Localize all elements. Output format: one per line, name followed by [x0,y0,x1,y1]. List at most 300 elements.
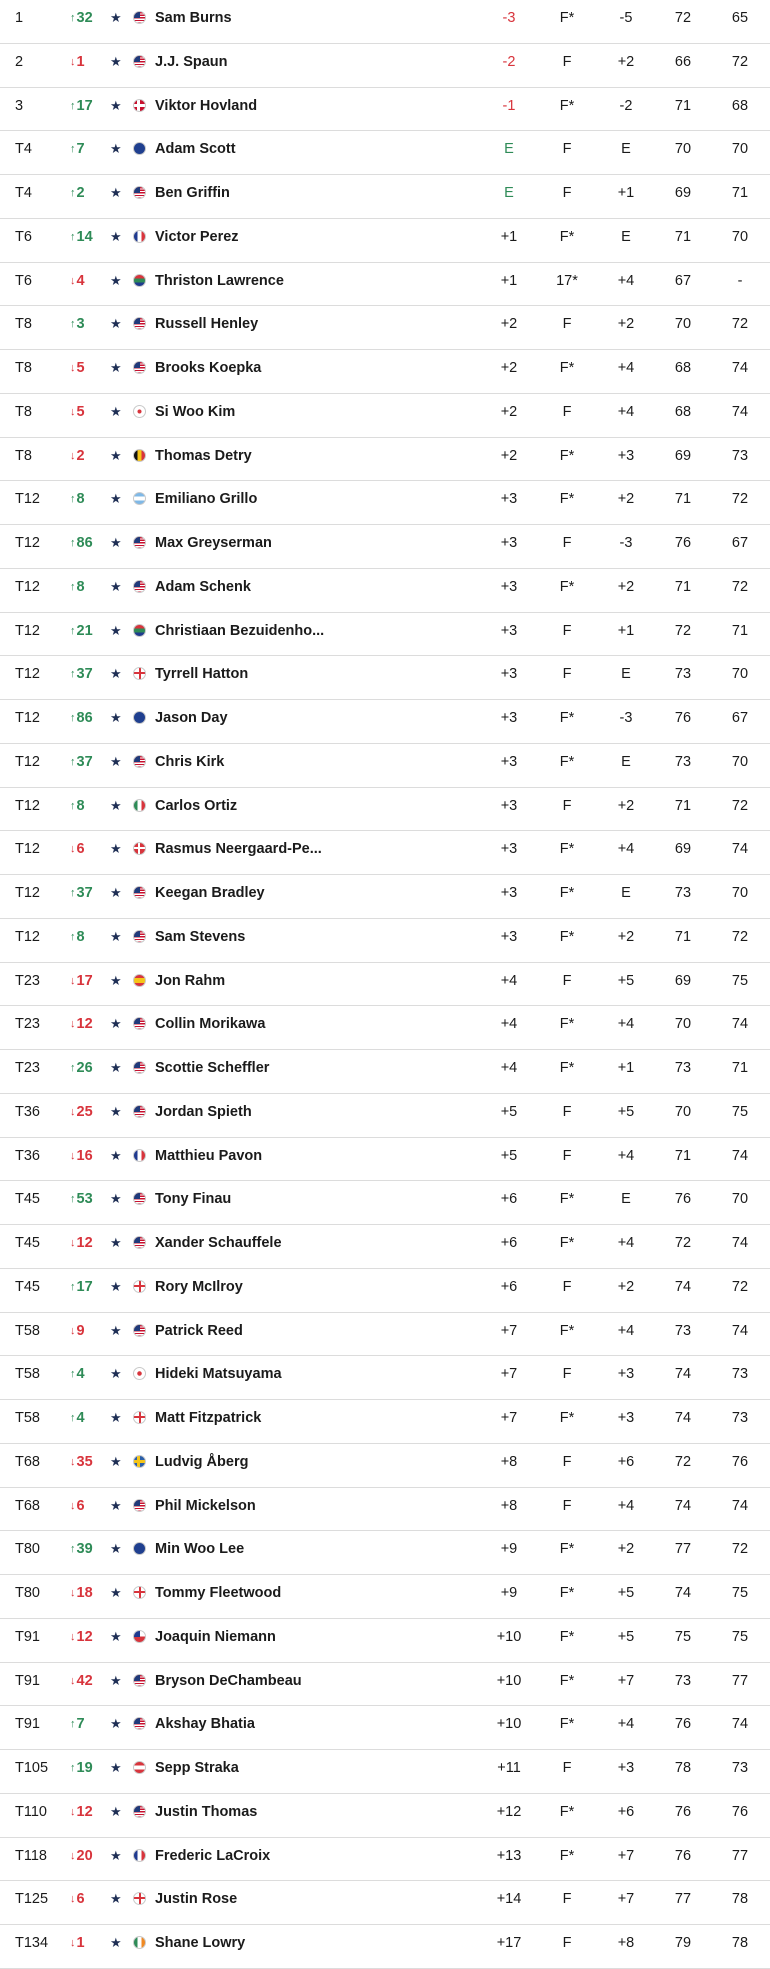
position: T23 [15,1016,40,1033]
position-movement [70,350,106,392]
leaderboard-row[interactable] [0,88,770,132]
leaderboard-row[interactable] [0,1444,770,1488]
score-to-par: +4 [500,972,518,989]
round-2-score: 74 [731,1322,749,1339]
position-movement [70,1794,106,1836]
player-name[interactable]: Collin Morikawa [155,1016,266,1033]
player-name[interactable]: Thriston Lawrence [155,272,284,289]
position-movement [70,481,106,523]
player-name[interactable]: Emiliano Grillo [155,491,258,508]
favorite-star-icon[interactable]: ★ [110,10,122,25]
round-2-score: 72 [731,1278,749,1295]
thru: F [562,622,572,639]
position-movement [70,1356,106,1398]
leaderboard-row[interactable] [0,1400,770,1444]
movement-value: 12 [76,1803,93,1820]
thru: F [562,666,572,683]
today-score: +1 [617,1060,635,1076]
thru: F* [559,841,575,858]
leaderboard-row[interactable] [0,831,770,875]
thru: F* [559,885,575,901]
swe-flag-icon [133,1455,146,1468]
round-1-score: 74 [674,1497,692,1514]
player-name[interactable]: Hideki Matsuyama [155,1366,282,1383]
player-name[interactable]: Si Woo Kim [155,403,236,420]
usa-flag-icon [133,1192,146,1205]
movement-value: 32 [76,10,93,26]
favorite-star-icon[interactable]: ★ [110,403,122,419]
round-1-score: 69 [674,972,692,989]
favorite-star-icon[interactable]: ★ [110,1060,122,1075]
thru: F [562,1760,572,1776]
score-to-par: +10 [496,1628,522,1645]
leaderboard-row[interactable] [0,1794,770,1838]
movement-value: 53 [76,1191,93,1208]
leaderboard-row[interactable] [0,613,770,657]
movement-value: 9 [76,1322,85,1339]
leaderboard-row[interactable] [0,394,770,438]
score-to-par: +7 [500,1322,518,1339]
usa-flag-icon [133,186,146,199]
favorite-star-icon[interactable]: ★ [110,1453,122,1469]
leaderboard-row[interactable] [0,438,770,482]
usa-flag-icon [133,1061,146,1074]
score-to-par: +6 [500,1235,518,1251]
position-movement [70,306,106,348]
thru: F* [559,1235,575,1251]
player-name[interactable]: Adam Schenk [155,578,251,595]
player-name[interactable]: Bryson DeChambeau [155,1672,302,1689]
today-score: E [621,141,631,158]
player-name[interactable]: Max Greyserman [155,535,272,551]
position: 3 [15,97,24,114]
leaderboard-row[interactable] [0,306,770,350]
thru: F* [559,1672,575,1689]
favorite-star-icon[interactable]: ★ [110,1410,122,1425]
leaderboard-row[interactable] [0,1006,770,1050]
position-movement [70,919,106,961]
arrow-up-icon: ↑ [70,580,76,593]
leaderboard-row[interactable] [0,1619,770,1663]
movement-value: 1 [76,1935,85,1951]
leaderboard-row[interactable] [0,1575,770,1619]
player-name[interactable]: Sam Burns [155,10,232,26]
favorite-star-icon[interactable]: ★ [110,1541,122,1557]
round-1-score: 72 [674,1453,692,1470]
round-1-score: 74 [674,1410,692,1426]
favorite-star-icon[interactable]: ★ [110,797,122,813]
leaderboard-row[interactable] [0,1269,770,1313]
movement-value: 8 [76,928,85,945]
arrow-down-icon: ↓ [70,1149,76,1162]
thru: F [562,1103,572,1120]
favorite-star-icon[interactable]: ★ [110,535,122,550]
favorite-star-icon[interactable]: ★ [110,1891,122,1907]
player-name[interactable]: Brooks Koepka [155,360,262,376]
score-to-par: +3 [500,928,518,945]
player-name[interactable]: Tyrrell Hatton [155,666,249,683]
leaderboard-row[interactable] [0,219,770,263]
score-to-par: +7 [500,1366,518,1383]
round-2-score: 72 [731,53,749,70]
today-score: -3 [619,710,633,726]
leaderboard-row[interactable] [0,1488,770,1532]
today-score: +4 [617,272,635,289]
round-1-score: 77 [674,1541,692,1558]
thru: F* [559,1016,575,1033]
round-2-score: 78 [731,1935,749,1951]
player-name[interactable]: Justin Thomas [155,1803,258,1820]
position-movement [70,1400,106,1442]
player-name[interactable]: J.J. Spaun [155,53,228,70]
leaderboard-row[interactable] [0,481,770,525]
position-movement [70,219,106,261]
today-score: +1 [617,622,635,639]
round-2-score: 78 [731,1891,749,1908]
thru: F* [559,491,575,508]
leaderboard-row[interactable] [0,131,770,175]
score-to-par: +3 [500,535,518,551]
today-score: +8 [617,1935,635,1951]
player-name[interactable]: Viktor Hovland [155,97,258,114]
player-name[interactable]: Sepp Straka [155,1760,239,1776]
favorite-star-icon[interactable]: ★ [110,578,122,594]
thru: F* [559,228,575,245]
round-2-score: 73 [731,1760,749,1776]
position: T8 [15,403,32,420]
position: T8 [15,447,32,464]
thru: F* [559,928,575,945]
position-movement [70,1575,106,1617]
player-name[interactable]: Akshay Bhatia [155,1716,255,1733]
arrow-up-icon: ↑ [70,668,76,681]
player-name[interactable]: Keegan Bradley [155,885,265,901]
movement-value: 2 [76,185,85,201]
arrow-up-icon: ↑ [70,1412,76,1424]
movement-value: 1 [76,53,85,70]
favorite-star-icon[interactable]: ★ [110,1585,122,1600]
favorite-star-icon[interactable]: ★ [110,1366,122,1382]
leaderboard-row[interactable] [0,175,770,219]
player-name[interactable]: Matthieu Pavon [155,1147,263,1164]
arrow-down-icon: ↓ [70,1937,76,1949]
round-1-score: 74 [674,1366,692,1383]
favorite-star-icon[interactable]: ★ [110,753,122,769]
score-to-par: +11 [497,1760,521,1776]
fra-flag-icon [133,230,146,243]
round-1-score: 72 [674,10,692,26]
player-name[interactable]: Tony Finau [155,1191,232,1208]
score-to-par: +10 [496,1672,522,1689]
thru: F [562,535,572,551]
leaderboard-row[interactable] [0,963,770,1007]
leaderboard-row[interactable] [0,0,770,44]
score-to-par: +3 [500,491,518,508]
favorite-star-icon[interactable]: ★ [110,316,122,332]
favorite-star-icon[interactable]: ★ [110,841,122,857]
round-2-score: 75 [731,972,749,989]
round-1-score: 71 [674,1147,692,1164]
movement-value: 18 [76,1585,93,1601]
today-score: E [621,1191,631,1208]
movement-value: 37 [76,753,93,770]
leaderboard-row[interactable] [0,744,770,788]
thru: F [562,1891,572,1908]
today-score: +2 [617,578,635,595]
round-2-score: 73 [731,1366,749,1383]
usa-flag-icon [133,886,146,899]
score-to-par: +4 [500,1060,518,1076]
favorite-star-icon[interactable]: ★ [110,1147,122,1163]
leaderboard-row[interactable] [0,1356,770,1400]
player-name[interactable]: Rory McIlroy [155,1278,243,1295]
leaderboard-row[interactable] [0,350,770,394]
arrow-down-icon: ↓ [70,1105,76,1118]
score-to-par: +3 [500,797,518,814]
favorite-star-icon[interactable]: ★ [110,185,122,200]
leaderboard-row[interactable] [0,1663,770,1707]
arrow-down-icon: ↓ [70,1237,76,1249]
favorite-star-icon[interactable]: ★ [110,1628,122,1644]
movement-value: 5 [76,403,85,420]
score-to-par: +5 [500,1147,518,1164]
player-name[interactable]: Tommy Fleetwood [155,1585,282,1601]
favorite-star-icon[interactable]: ★ [110,1191,122,1207]
arrow-up-icon: ↑ [70,887,76,899]
arrow-up-icon: ↑ [70,493,76,506]
favorite-star-icon[interactable]: ★ [110,1103,122,1119]
position: T58 [15,1322,40,1339]
eng-flag-icon [133,1586,146,1599]
favorite-star-icon[interactable]: ★ [110,666,122,682]
leaderboard-row[interactable] [0,875,770,919]
position-movement [70,1181,106,1223]
arrow-up-icon: ↑ [70,799,76,812]
movement-value: 17 [76,972,93,989]
player-name[interactable]: Justin Rose [155,1891,238,1908]
player-name[interactable]: Phil Mickelson [155,1497,256,1514]
favorite-star-icon[interactable]: ★ [110,53,122,69]
nir-flag-icon [133,1280,146,1293]
round-2-score: 74 [731,1016,749,1033]
favorite-star-icon[interactable]: ★ [110,1803,122,1819]
leaderboard-row[interactable] [0,1225,770,1269]
today-score: +5 [617,1585,635,1601]
nor-flag-icon [133,99,146,112]
movement-value: 8 [76,797,85,814]
round-1-score: 71 [674,228,692,245]
movement-value: 12 [76,1235,93,1251]
round-2-score: 72 [731,578,749,595]
thru: F* [559,710,575,726]
favorite-star-icon[interactable]: ★ [110,141,122,157]
score-to-par: +1 [500,228,518,245]
player-name[interactable]: Shane Lowry [155,1935,246,1951]
player-name[interactable]: Frederic LaCroix [155,1847,271,1864]
leaderboard-row[interactable] [0,1925,770,1969]
movement-value: 12 [76,1016,93,1033]
round-1-score: 76 [674,1191,692,1208]
leaderboard-row[interactable] [0,1050,770,1094]
position-movement [70,175,106,217]
leaderboard-row[interactable] [0,1706,770,1750]
score-to-par: +17 [496,1935,522,1951]
position: T12 [15,710,40,726]
leaderboard-row[interactable] [0,1181,770,1225]
leaderboard-row[interactable] [0,263,770,307]
movement-value: 12 [76,1628,93,1645]
player-name[interactable]: Min Woo Lee [155,1541,245,1558]
thru: F* [559,1541,575,1558]
today-score: +2 [617,797,635,814]
leaderboard-row[interactable] [0,788,770,832]
round-1-score: 73 [674,753,692,770]
movement-value: 86 [76,535,93,551]
leaderboard-row[interactable] [0,1138,770,1182]
round-1-score: 70 [674,1016,692,1033]
position: T58 [15,1410,40,1426]
position: T12 [15,928,40,945]
position: T12 [15,491,40,508]
player-name[interactable]: Chris Kirk [155,753,225,770]
today-score: +2 [617,928,635,945]
leaderboard-row[interactable] [0,700,770,744]
favorite-star-icon[interactable]: ★ [110,1278,122,1294]
movement-value: 6 [76,1891,85,1908]
leaderboard-row[interactable] [0,1750,770,1794]
position: T12 [15,666,40,683]
round-1-score: 70 [674,1103,692,1120]
favorite-star-icon[interactable]: ★ [110,228,122,244]
favorite-star-icon[interactable]: ★ [110,928,122,944]
movement-value: 4 [76,1410,85,1426]
movement-value: 19 [76,1760,93,1776]
player-name[interactable]: Jon Rahm [155,972,226,989]
movement-value: 16 [76,1147,93,1164]
player-name[interactable]: Scottie Scheffler [155,1060,270,1076]
leaderboard-row[interactable] [0,1094,770,1138]
favorite-star-icon[interactable]: ★ [110,1016,122,1032]
score-to-par: +9 [500,1541,518,1558]
leaderboard-row[interactable] [0,569,770,613]
position: T91 [15,1628,40,1645]
today-score: E [621,666,631,683]
thru: F* [559,97,575,114]
round-1-score: 72 [674,622,692,639]
favorite-star-icon[interactable]: ★ [110,1322,122,1338]
arrow-up-icon: ↑ [70,755,76,768]
favorite-star-icon[interactable]: ★ [110,360,122,375]
favorite-star-icon[interactable]: ★ [110,1235,122,1250]
round-1-score: 71 [674,578,692,595]
movement-value: 42 [76,1672,93,1689]
player-name[interactable]: Rasmus Neergaard-Pe... [155,841,322,858]
today-score: -3 [619,535,633,551]
player-name[interactable]: Victor Perez [155,228,239,245]
player-name[interactable]: Christiaan Bezuidenho... [155,622,325,639]
leaderboard-row[interactable] [0,1531,770,1575]
player-name[interactable]: Adam Scott [155,141,236,158]
usa-flag-icon [133,1324,146,1337]
score-to-par: +3 [500,666,518,683]
thru: F [562,1497,572,1514]
leaderboard-row[interactable] [0,1881,770,1925]
den-flag-icon [133,842,146,855]
irl-flag-icon [133,1936,146,1949]
favorite-star-icon[interactable]: ★ [110,1847,122,1863]
favorite-star-icon[interactable]: ★ [110,1935,122,1950]
favorite-star-icon[interactable]: ★ [110,1497,122,1513]
favorite-star-icon[interactable]: ★ [110,272,122,288]
today-score: +5 [617,1103,635,1120]
round-2-score: 72 [731,1541,749,1558]
round-2-score: 68 [731,97,749,114]
round-1-score: 72 [674,1235,692,1251]
player-name[interactable]: Ludvig Åberg [155,1453,249,1470]
arrow-up-icon: ↑ [70,99,76,112]
favorite-star-icon[interactable]: ★ [110,447,122,463]
favorite-star-icon[interactable]: ★ [110,1760,122,1775]
round-2-score: 76 [731,1453,749,1470]
favorite-star-icon[interactable]: ★ [110,1716,122,1732]
favorite-star-icon[interactable]: ★ [110,710,122,725]
movement-value: 17 [76,1278,93,1295]
favorite-star-icon[interactable]: ★ [110,1672,122,1688]
leaderboard-row[interactable] [0,656,770,700]
position: T125 [15,1891,49,1908]
today-score: +3 [617,1760,635,1776]
player-name[interactable]: Xander Schauffele [155,1235,282,1251]
player-name[interactable]: Carlos Ortiz [155,797,238,814]
score-to-par: +3 [500,885,518,901]
player-name[interactable]: Patrick Reed [155,1322,243,1339]
position-movement [70,438,106,480]
player-name[interactable]: Jordan Spieth [155,1103,252,1120]
player-name[interactable]: Sam Stevens [155,928,246,945]
thru: F [562,316,572,333]
leaderboard-row[interactable] [0,919,770,963]
leaderboard-row[interactable] [0,44,770,88]
favorite-star-icon[interactable]: ★ [110,97,122,113]
today-score: +7 [617,1672,635,1689]
position-movement [70,788,106,830]
favorite-star-icon[interactable]: ★ [110,972,122,988]
favorite-star-icon[interactable]: ★ [110,491,122,507]
today-score: +2 [617,53,635,70]
player-name[interactable]: Thomas Detry [155,447,252,464]
aus-flag-icon [133,711,146,724]
arrow-up-icon: ↑ [70,1718,76,1731]
position-movement [70,963,106,1005]
round-2-score: 77 [731,1847,749,1864]
favorite-star-icon[interactable]: ★ [110,885,122,900]
position-movement [70,1838,106,1880]
today-score: +4 [617,841,635,858]
player-name[interactable]: Ben Griffin [155,185,230,201]
position: T12 [15,535,40,551]
player-name[interactable]: Russell Henley [155,316,259,333]
leaderboard-row[interactable] [0,1838,770,1882]
player-name[interactable]: Matt Fitzpatrick [155,1410,262,1426]
leaderboard-row[interactable] [0,1313,770,1357]
usa-flag-icon [133,755,146,768]
round-1-score: 73 [674,1060,692,1076]
position: T110 [15,1803,47,1820]
player-name[interactable]: Jason Day [155,710,228,726]
favorite-star-icon[interactable]: ★ [110,622,122,638]
leaderboard-row[interactable] [0,525,770,569]
player-name[interactable]: Joaquin Niemann [155,1628,276,1645]
